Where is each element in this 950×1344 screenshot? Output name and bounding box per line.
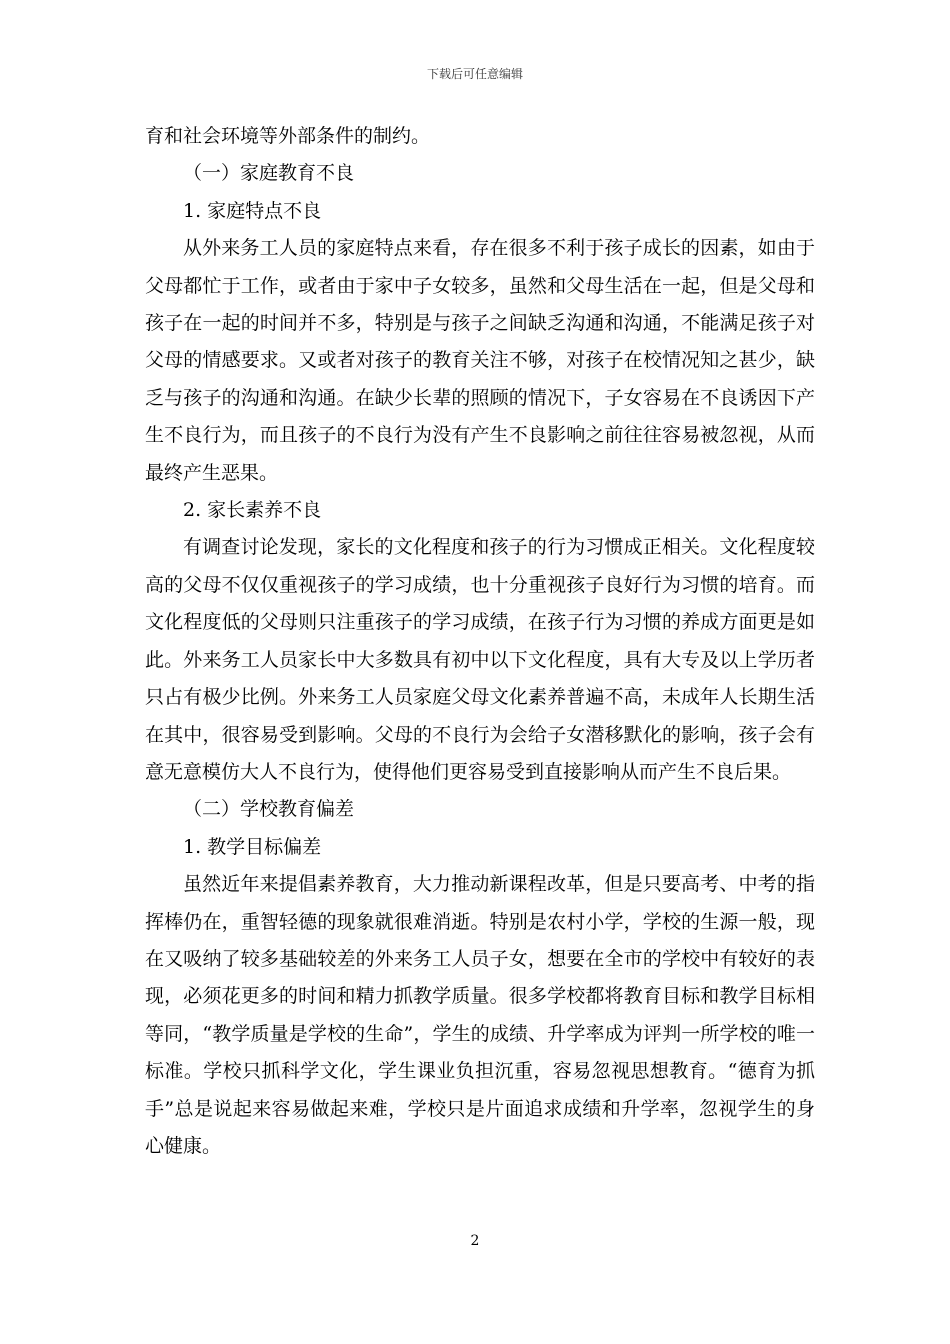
- page-number: 2: [470, 1233, 480, 1249]
- paragraph-parent-literacy: 有调查讨论发现，家长的文化程度和孩子的行为习惯成正相关。文化程度较高的父母不仅仅重视孩子的学习成绩，也十分重视孩子良好行为习惯的培育。而文化程度低的父母则只注重孩子的学习成绩，在孩子行为习惯的养成方面更是如此。外来务工人员家长中大多数具有初中以下文化程度，具有大专及以上学历者只占有极少比例。外来务工人员家庭父母文化素养普遍不高，未成年人长期生活在其中，很容易受到影响。父母的不良行为会给子女潜移默化的影响，孩子会有意无意模仿大人不良行为，使得他们更容易受到直接影响从而产生不良后果。: [145, 536, 815, 783]
- paragraph-continuation: 育和社会环境等外部条件的制约。: [145, 125, 431, 147]
- section-heading-school-education: （二）学校教育偏差: [183, 798, 355, 821]
- paragraph-family-characteristics: 从外来务工人员的家庭特点来看，存在很多不利于孩子成长的因素，如由于父母都忙于工作，或者由于家中子女较多，虽然和父母生活在一起，但是父母和孩子在一起的时间并不多，特别是与孩子之间缺乏沟通和沟通，不能满足孩子对父母的情感要求。又或者对孩子的教育关注不够，对孩子在校情况知之甚少，缺乏与孩子的沟通和沟通。在缺少长辈的照顾的情况下，子女容易在不良诱因下产生不良行为，而且孩子的不良行为没有产生不良影响之前往往容易被忽视，从而最终产生恶果。: [145, 237, 815, 484]
- subheading-family-characteristics: 1. 家庭特点不良: [183, 199, 322, 222]
- page-header: 下载后可任意编辑: [426, 67, 523, 81]
- subheading-parent-literacy: 2. 家长素养不良: [183, 499, 322, 522]
- paragraph-teaching-goals: 虽然近年来提倡素养教育，大力推动新课程改革，但是只要高考、中考的指挥棒仍在，重智轻德的现象就很难消逝。特别是农村小学，学校的生源一般，现在又吸纳了较多基础较差的外来务工人员子女，想要在全市的学校中有较好的表现，必须花更多的时间和精力抓教学质量。很多学校都将教育目标和教学目标相等同，“教学质量是学校的生命”，学生的成绩、升学率成为评判一所学校的唯一标准。学校只抓科学文化，学生课业负担沉重，容易忽视思想教育。“德育为抓手”总是说起来容易做起来难，学校只是片面追求成绩和升学率，忽视学生的身心健康。: [145, 873, 815, 1157]
- subheading-teaching-goals: 1. 教学目标偏差: [183, 835, 322, 858]
- document-body: [145, 118, 815, 1165]
- section-heading-family-education: （一）家庭教育不良: [183, 162, 355, 185]
